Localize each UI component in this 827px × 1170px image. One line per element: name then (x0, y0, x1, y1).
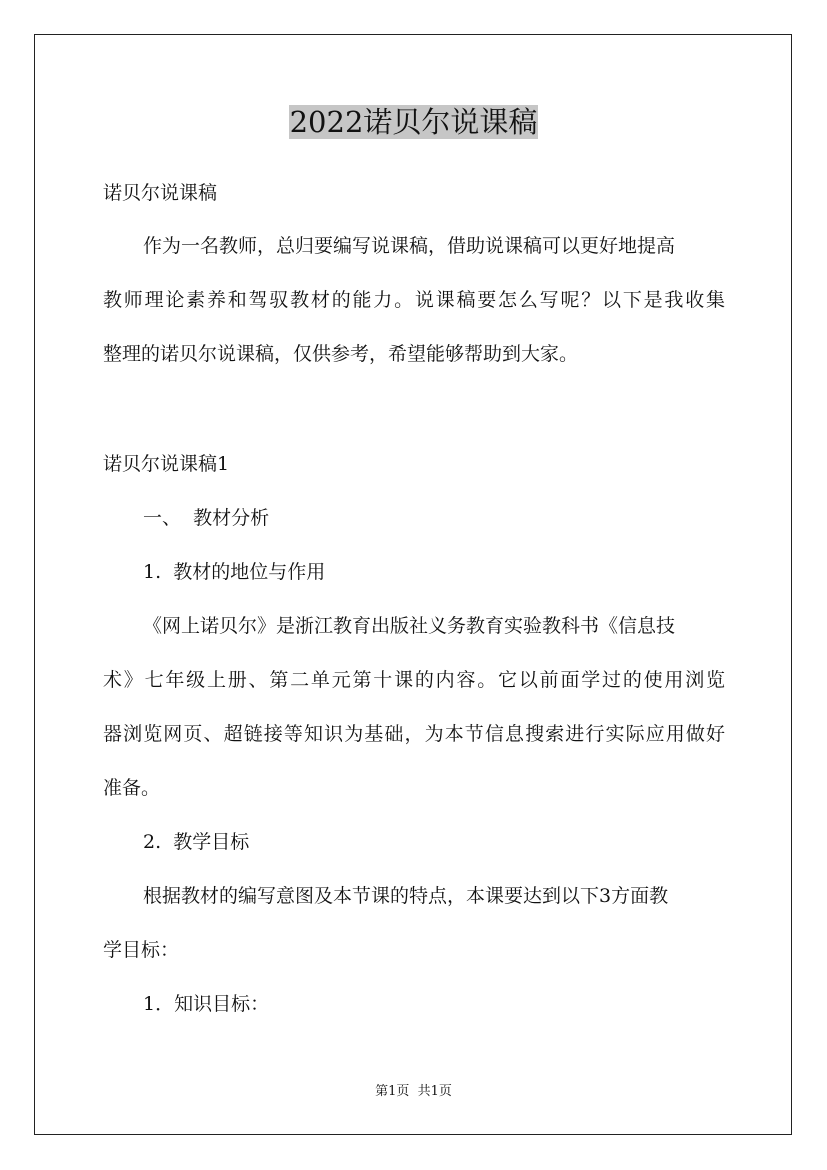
item-two-heading: 2. 教学目标 (143, 831, 250, 853)
item-two-line-1: 根据教材的编写意图及本节课的特点，本课要达到以下3方面教 (143, 885, 669, 907)
part-one-heading: 一、 教材分析 (143, 507, 270, 529)
intro-line-1: 作为一名教师，总归要编写说课稿，借助说课稿可以更好地提高 (143, 235, 676, 257)
item-one-heading: 1. 教材的地位与作用 (143, 561, 326, 583)
page-number-label: 第1页 共1页 (375, 1084, 452, 1099)
item-two-line-2: 学目标： (103, 939, 180, 961)
document-subtitle: 诺贝尔说课稿 (103, 182, 218, 204)
section-heading: 诺贝尔说课稿1 (103, 453, 230, 475)
item-one-line-4: 准备。 (103, 777, 161, 799)
item-one-line-1: 《网上诺贝尔》是浙江教育出版社义务教育实验教科书《信息技 (143, 615, 676, 637)
intro-line-2: 教师理论素养和驾驭教材的能力。说课稿要怎么写呢？以下是我收集 (103, 289, 725, 311)
knowledge-goal-heading: 1．知识目标： (143, 993, 270, 1015)
item-one-line-2: 术》七年级上册、第二单元第十课的内容。它以前面学过的使用浏览 (103, 669, 725, 691)
intro-line-3: 整理的诺贝尔说课稿，仅供参考，希望能够帮助到大家。 (103, 343, 579, 365)
page-footer (0, 1083, 827, 1101)
document-title (0, 102, 827, 142)
item-one-line-3: 器浏览网页、超链接等知识为基础，为本节信息搜索进行实际应用做好 (103, 723, 725, 745)
document-title-text: 2022诺贝尔说课稿 (289, 105, 538, 139)
